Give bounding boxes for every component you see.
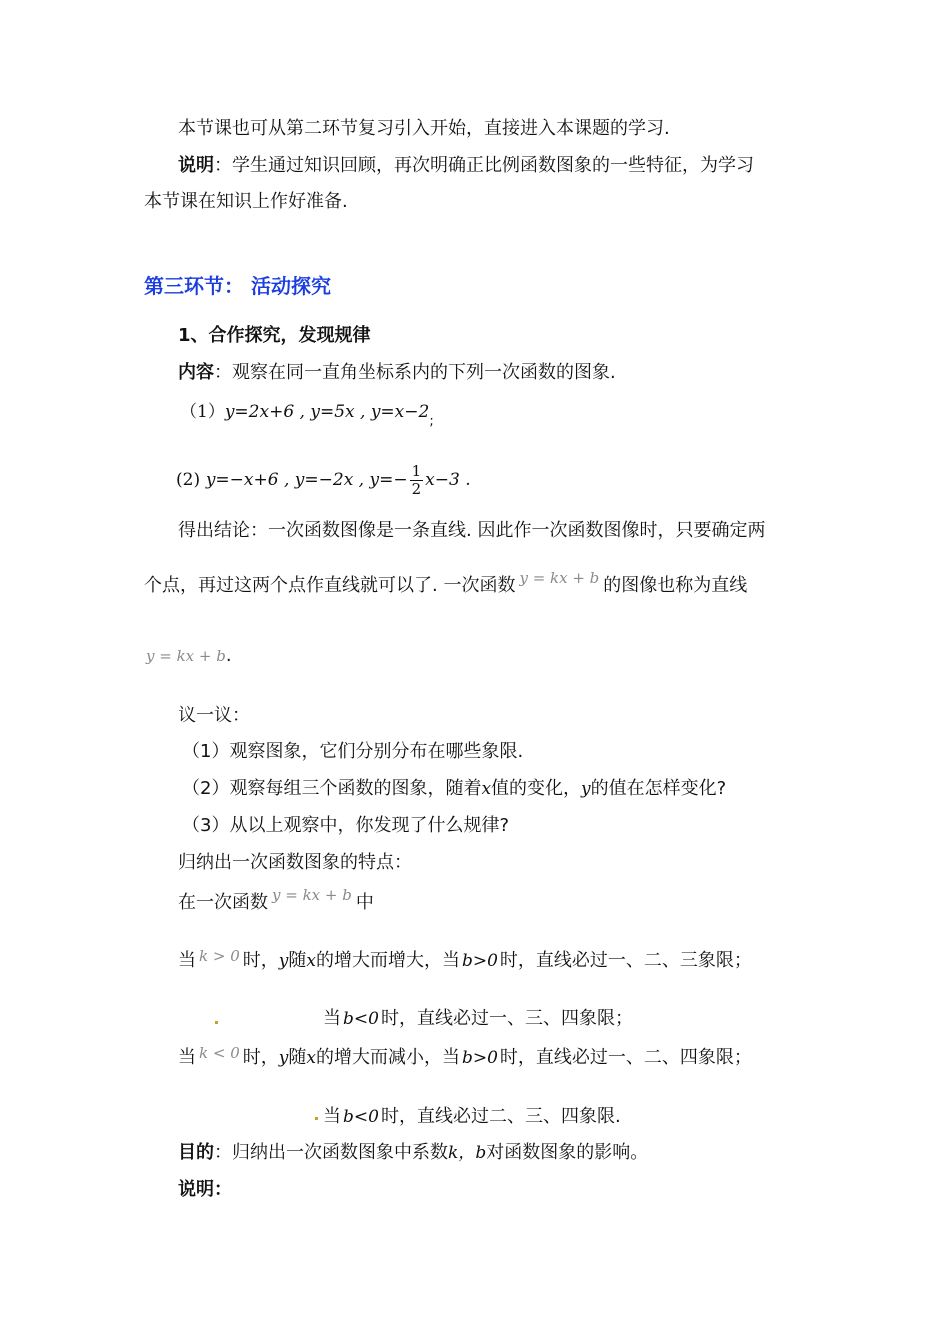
fraction-denominator: 2 xyxy=(411,479,422,498)
equation-2 xyxy=(176,460,471,500)
r3-quadrants: 时，直线必过一、二、四象限； xyxy=(499,1047,752,1068)
conclusion-line-3 xyxy=(146,643,232,669)
content-label: 内容 xyxy=(178,362,214,383)
summary-title: 归纳出一次函数图象的特点： xyxy=(178,852,412,873)
equation-1-number: （1） xyxy=(180,402,225,422)
in-text-a: 在一次函数 xyxy=(178,892,268,913)
q2-x: x xyxy=(481,779,492,799)
r3-decrease: 的增大而减小，当 xyxy=(315,1047,460,1068)
r4-condition: b<0 xyxy=(343,1107,379,1127)
marker-dot xyxy=(215,1021,218,1024)
r3-x: x xyxy=(306,1048,316,1068)
purpose-label: 目的 xyxy=(178,1142,214,1163)
purpose-b: b xyxy=(475,1143,487,1163)
rule-2 xyxy=(323,1006,633,1032)
note-2-label: 说明： xyxy=(178,1179,232,1200)
intro-note xyxy=(178,153,754,179)
conclusion-text-a: 个点，再过这两个点作直线就可以了. 一次函数 xyxy=(144,575,516,596)
q2-text-b: 值的变化， xyxy=(491,778,582,799)
discuss-q2 xyxy=(182,776,726,802)
conclusion-line-2 xyxy=(144,569,748,599)
summary-in-function xyxy=(178,886,374,916)
equation-2-part-a: y=−x+6 , y=−2x , y=− xyxy=(205,470,408,490)
content-line xyxy=(178,360,616,386)
r1-time: 时， xyxy=(242,950,279,971)
purpose-text-b: 对函数图象的影响。 xyxy=(486,1142,649,1163)
content-text: ：观察在同一直角坐标系内的下列一次函数的图象. xyxy=(214,362,616,383)
r2-when: 当 xyxy=(323,1008,341,1029)
rule-4 xyxy=(323,1104,621,1130)
rule-3 xyxy=(178,1045,752,1071)
purpose-k: k， xyxy=(448,1143,476,1163)
purpose-text-a: ：归纳出一次函数图象中系数 xyxy=(214,1142,448,1163)
equation-1 xyxy=(180,399,434,427)
equation-1-body: y=2x+6 , y=5x , y=x−2 xyxy=(224,402,430,422)
intro-line-1: 本节课也可从第二环节复习引入开始，直接进入本课题的学习. xyxy=(178,118,670,139)
discuss-q3: （3）从以上观察中，你发现了什么规律? xyxy=(182,815,510,836)
q2-y: y xyxy=(581,779,591,799)
equation-2-part-b: x−3 . xyxy=(425,470,471,490)
equation-1-end: ; xyxy=(429,414,434,429)
conclusion-text-b: 的图像也称为直线 xyxy=(603,575,748,596)
r1-with: 随 xyxy=(288,950,307,971)
r3-when: 当 xyxy=(178,1047,196,1068)
r1-increase: 的增大而增大，当 xyxy=(315,950,460,971)
r1-quadrants: 时，直线必过一、二、三象限； xyxy=(499,950,752,971)
subsection-title: 1、合作探究，发现规律 xyxy=(178,325,371,346)
note-label: 说明 xyxy=(178,155,214,176)
r4-when: 当 xyxy=(323,1106,341,1127)
purpose-line xyxy=(178,1140,648,1166)
r3-condition: k < 0 xyxy=(199,1044,240,1062)
discuss-title: 议一议： xyxy=(178,705,250,726)
rule-1 xyxy=(178,948,752,974)
conclusion-line-1: 得出结论：一次函数图像是一条直线. 因此作一次函数图像时，只要确定两 xyxy=(178,520,766,541)
equation-2-fraction xyxy=(410,463,424,498)
formula-line-1: y = kx + b xyxy=(519,569,600,587)
r3-y: y xyxy=(278,1048,289,1068)
formula-line-2: y = kx + b xyxy=(146,647,226,665)
r2-quadrants: 时，直线必过一、三、四象限； xyxy=(380,1008,633,1029)
fraction-numerator: 1 xyxy=(411,461,422,480)
note-text-1: ：学生通过知识回顾，再次明确正比例函数图象的一些特征，为学习 xyxy=(214,155,754,176)
section-title: 第三环节： 活动探究 xyxy=(144,274,331,298)
r3-time: 时， xyxy=(242,1047,279,1068)
r1-x: x xyxy=(306,951,316,971)
marker-dot-2 xyxy=(315,1117,318,1120)
equation-2-number: (2) xyxy=(176,470,201,490)
r1-y: y xyxy=(278,951,289,971)
r1-when: 当 xyxy=(178,950,196,971)
conclusion-end: . xyxy=(225,645,232,666)
q2-text-c: 的值在怎样变化? xyxy=(590,778,727,799)
r2-condition: b<0 xyxy=(343,1009,379,1029)
q2-text-a: （2）观察每组三个函数的图象，随着 xyxy=(182,778,482,799)
intro-note-cont: 本节课在知识上作好准备. xyxy=(144,191,348,212)
r1-b-condition: b>0 xyxy=(461,951,498,971)
r1-condition: k > 0 xyxy=(199,947,240,965)
r4-quadrants: 时，直线必过二、三、四象限. xyxy=(380,1106,621,1127)
formula-in-function: y = kx + b xyxy=(272,886,352,904)
discuss-q1: （1）观察图象，它们分别分布在哪些象限. xyxy=(182,741,524,762)
r3-with: 随 xyxy=(288,1047,307,1068)
r3-b-condition: b>0 xyxy=(461,1048,498,1068)
in-text-b: 中 xyxy=(355,892,374,913)
